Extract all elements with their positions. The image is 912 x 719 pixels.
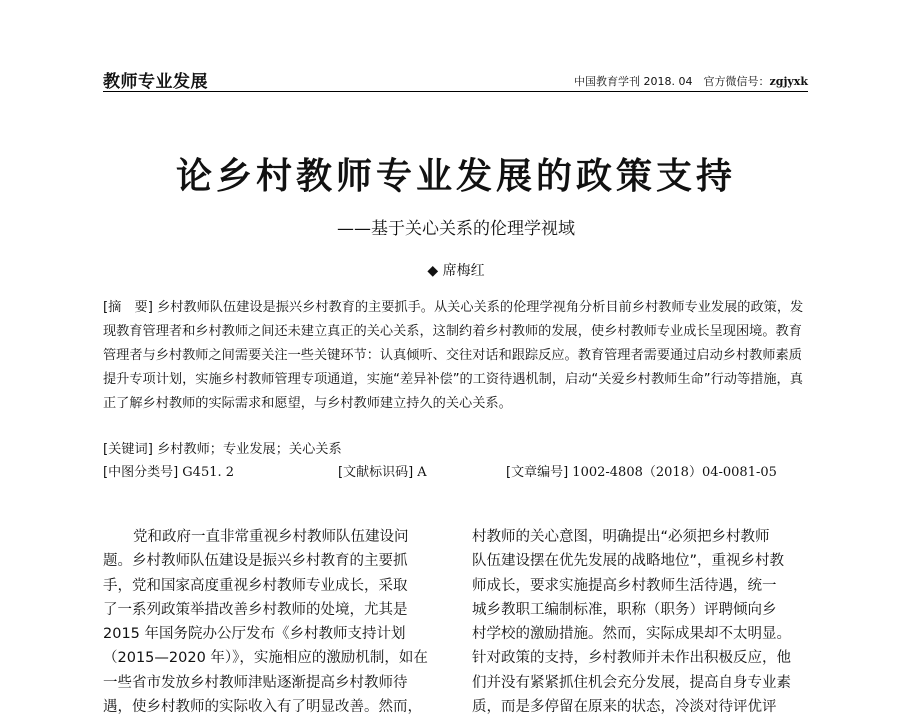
clc-number: [103, 461, 234, 480]
art-value: 1002-4808（2018）04-0081-05: [572, 465, 777, 480]
abstract-label: [摘 要]: [103, 300, 153, 315]
section-header: 教师专业发展: [103, 72, 208, 92]
body-line: 遇，使乡村教师的实际收入有了明显改善。然而，: [103, 699, 422, 716]
keywords: [103, 438, 342, 457]
body-line: 村教师的关心意图，明确提出“必须把乡村教师: [472, 529, 770, 545]
body-line: 城乡教职工编制标准，职称（职务）评聘倾向乡: [472, 601, 777, 618]
body-line: 了一系列政策举措改善乡村教师的处境，尤其是: [103, 601, 408, 618]
body-line: 师成长，要求实施提高乡村教师生活待遇，统一: [472, 577, 777, 594]
body-line: 们并没有紧紧抓住机会充分发展，提高自身专业素: [472, 674, 791, 691]
journal-info: [574, 73, 808, 89]
article-number: [506, 461, 777, 480]
abstract: [103, 296, 809, 416]
body-line: 一些省市发放乡村教师津贴逐渐提高乡村教师待: [103, 674, 408, 691]
journal-issue: 中国教育学刊 2018. 04 官方微信号：: [574, 75, 770, 88]
body-line: （2015—2020 年）》，实施相应的激励机制，如在: [103, 650, 428, 667]
document-code: [338, 461, 427, 480]
article-subtitle: ——基于关心关系的伦理学视域: [337, 219, 575, 239]
abstract-text: 乡村教师队伍建设是振兴乡村教育的主要抓手。从关心关系的伦理学视角分析目前乡村教师专业发展的政策，发现教育管理者和乡村教师之间还未建立真正的关心关系，这制约着乡村教师的发展，使乡村教师专业成长呈现困境。教育管理者与乡村教师之间需要关注一些关键环节：认真倾听、交往对话和跟踪反应。教育管理者需要通过启动乡村教师素质提升专项计划，实施乡村教师管理专项通道，实施“差异补偿”的工资待遇机制，启动“关爱乡村教师生命”行动等措施，真正了解乡村教师的实际需求和愿望，与乡村教师建立持久的关心关系。: [103, 300, 804, 411]
keywords-text: 乡村教师；专业发展；关心关系: [157, 442, 342, 457]
body-line: 村学校的激励措施。然而，实际成果却不太明显。: [472, 626, 791, 643]
body-line: 针对政策的支持，乡村教师并未作出积极反应，他: [472, 650, 791, 667]
body-line: 2015 年国务院办公厅发布《乡村教师支持计划: [103, 626, 406, 643]
clc-label: [中图分类号]: [103, 465, 179, 480]
doc-label: [文献标识码]: [338, 465, 414, 480]
body-line: 队伍建设摆在优先发展的战略地位”，重视乡村教: [472, 553, 785, 570]
article-title: 论乡村教师专业发展的政策支持: [175, 156, 736, 197]
body-line: 党和政府一直非常重视乡村教师队伍建设问: [133, 529, 409, 545]
body-column-left: [103, 525, 441, 719]
keywords-label: [关键词]: [103, 442, 153, 457]
art-label: [文章编号]: [506, 465, 569, 480]
body-line: 题。乡村教师队伍建设是振兴乡村教育的主要抓: [103, 553, 408, 570]
body-column-right: [472, 525, 810, 719]
body-line: 质，而是多停留在原来的状态，冷淡对待评优评: [472, 699, 777, 716]
article-author: ◆ 席梅红: [427, 263, 485, 279]
header-divider: [103, 91, 808, 92]
body-line: 手，党和国家高度重视乡村教师专业成长，采取: [103, 577, 408, 594]
doc-value: A: [417, 465, 427, 480]
clc-value: G451. 2: [182, 465, 235, 480]
wechat-code: zgjyxk: [769, 75, 808, 88]
